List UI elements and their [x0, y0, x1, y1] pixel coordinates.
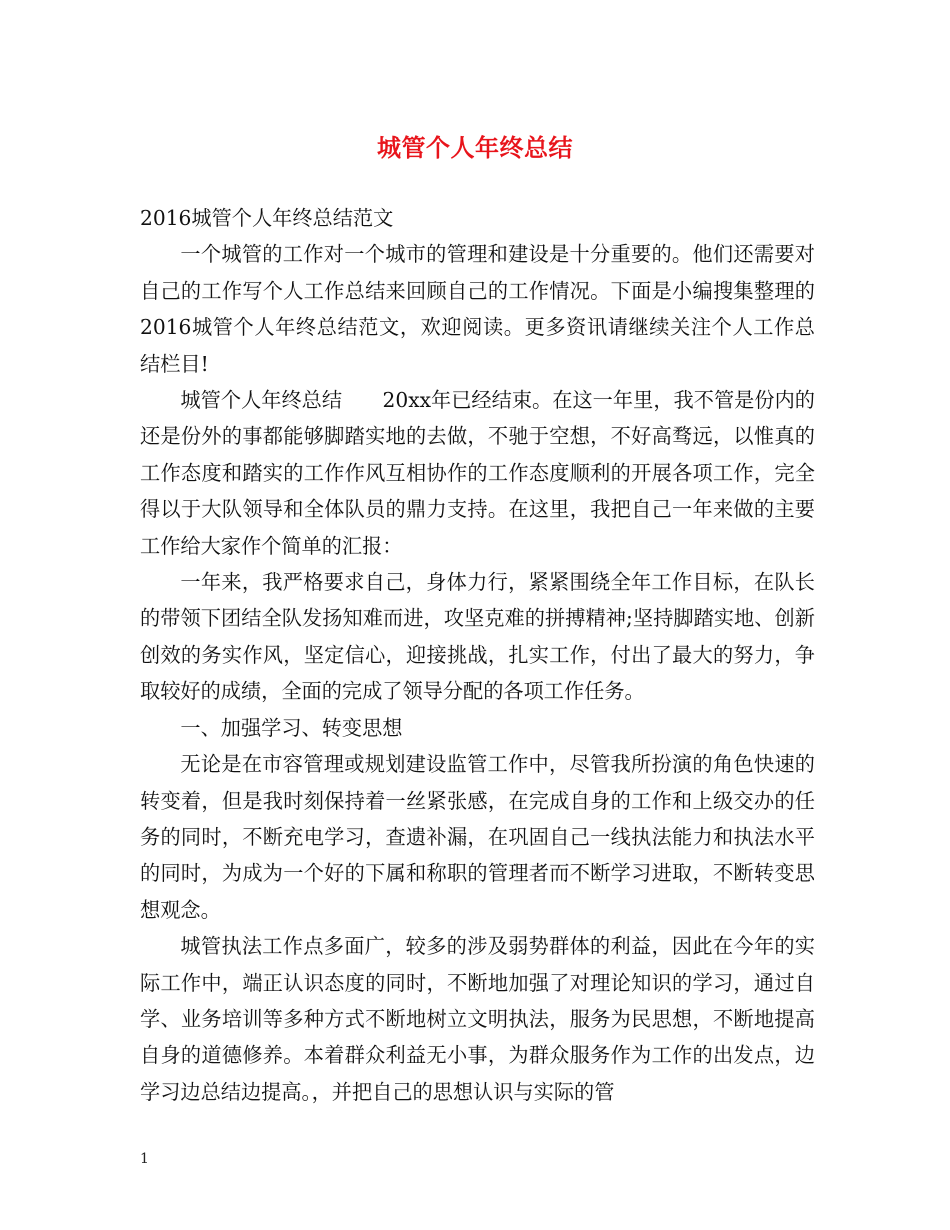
section-heading-study: 一、加强学习、转变思想: [180, 715, 403, 740]
paragraph-study-2: 城管执法工作点多面广，较多的涉及弱势群体的利益，因此在今年的实际工作中，端正认识态度的同时，不断地加强了对理论知识的学习，通过自学、业务培训等多种方式不断地树立文明执法，服务为民思想，不断地提高自身的道德修养。本着群众利益无小事，为群众服务作为工作的出发点，边学习边总结边提高。，并把自己的思想认识与实际的管: [140, 934, 815, 1104]
paragraph-intro: 一个城管的工作对一个城市的管理和建设是十分重要的。他们还需要对自己的工作写个人工作总结来回顾自己的工作情况。下面是小编搜集整理的2016城管个人年终总结范文，欢迎阅读。更多资讯请继续关注个人工作总结栏目!: [140, 242, 815, 376]
document-title: 城管个人年终总结: [377, 133, 573, 162]
paragraph-summary-opening: 城管个人年终总结 20xx年已经结束。在这一年里，我不管是份内的还是份外的事都能够脚踏实地的去做，不驰于空想，不好高骛远，以惟真的工作态度和踏实的工作作风互相协作的工作态度顺利的开展各项工作，完全得以于大队领导和全体队员的鼎力支持。在这里，我把自己一年来做的主要工作给大家作个简单的汇报：: [140, 388, 815, 558]
document-subtitle: 2016城管个人年终总结范文: [140, 206, 394, 230]
document-body: [140, 200, 815, 1110]
page-number: 1: [140, 1151, 149, 1167]
paragraph-study-1: 无论是在市容管理或规划建设监管工作中，尽管我所扮演的角色快速的转变着，但是我时刻保持着一丝紧张感，在完成自身的工作和上级交办的任务的同时，不断充电学习，查遗补漏，在巩固自己一线执法能力和执法水平的同时，为成为一个好的下属和称职的管理者而不断学习进取，不断转变思想观念。: [140, 752, 815, 922]
paragraph-year-overview: 一年来，我严格要求自己，身体力行，紧紧围绕全年工作目标，在队长的带领下团结全队发扬知难而进，攻坚克难的拼搏精神;坚持脚踏实地、创新创效的务实作风，坚定信心，迎接挑战，扎实工作，付出了最大的努力，争取较好的成绩，全面的完成了领导分配的各项工作任务。: [140, 570, 815, 704]
